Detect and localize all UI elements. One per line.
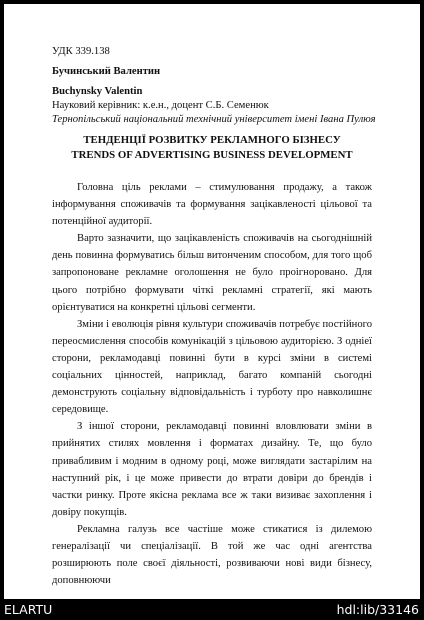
title-ua: ТЕНДЕНЦІЇ РОЗВИТКУ РЕКЛАМНОГО БІЗНЕСУ: [83, 134, 341, 146]
paragraph-2: Варто зазначити, що зацікавленість споживачів на сьогоднішній день повинна формуватись більш витонченим способом, для того щоб запропоноване рекламне оголошення не було проігноровано. Для цього потрібно формувати чіткі рекламні стратегії, які мають орієнтуватися на конкретні цільові сегменти.: [52, 233, 372, 313]
document-page: [4, 4, 420, 599]
udk-code: УДК 339.138: [52, 46, 110, 57]
paragraph-5: Рекламна галузь все частіше може стикатися із дилемою генералізації чи спеціалізації. В той же час одні агентства розширюють поле своєї діяльності, розвиваючи нові види бізнесу, доповнюючи: [52, 523, 372, 587]
author-name-ua: Бучинський Валентин: [52, 66, 161, 77]
supervisor-line: Науковий керівник: к.е.н., доцент С.Б. Семенюк: [52, 100, 269, 111]
paragraph-1: Головна ціль реклами – стимулювання продажу, а також інформування споживачів та формування зацікавленості цільової та потенційної аудиторії.: [52, 182, 372, 228]
handle-label: hdl:lib/33146: [336, 602, 419, 617]
paragraph-3: Зміни і еволюція рівня культури споживачів потребує постійного переосмислення способів комунікацій з цільовою аудиторією. З одніеї сторони, рекламодавці повинні бути в курсі зміни в системі соціальних цінностей, наприклад, багато компаній сьогодні демонструють соціальну відповідальність і турботу про навколишнє середовище.: [52, 318, 372, 416]
title-en: TRENDS OF ADVERTISING BUSINESS DEVELOPMENT: [71, 149, 353, 161]
repository-label: ELARTU: [4, 602, 53, 617]
affiliation-line: Тернопільський національний технічний університет імені Івана Пулюя: [52, 114, 376, 125]
spacer: [52, 163, 372, 179]
footer-bar: [0, 599, 424, 620]
paragraph-4: З іншої сторони, рекламодавці повинні вловлювати зміни в прийнятих стилях мовлення і форматах дизайну. Те, що було привабливим і модним в одному році, може виглядати застарілим на наступний рік, і це може привести до втрати довіри до брендів і частки ринку. Проте якісна реклама все ж таки визиває захоплення і довіру покупців.: [52, 421, 372, 518]
author-name-en: Buchynsky Valentin: [52, 86, 143, 97]
